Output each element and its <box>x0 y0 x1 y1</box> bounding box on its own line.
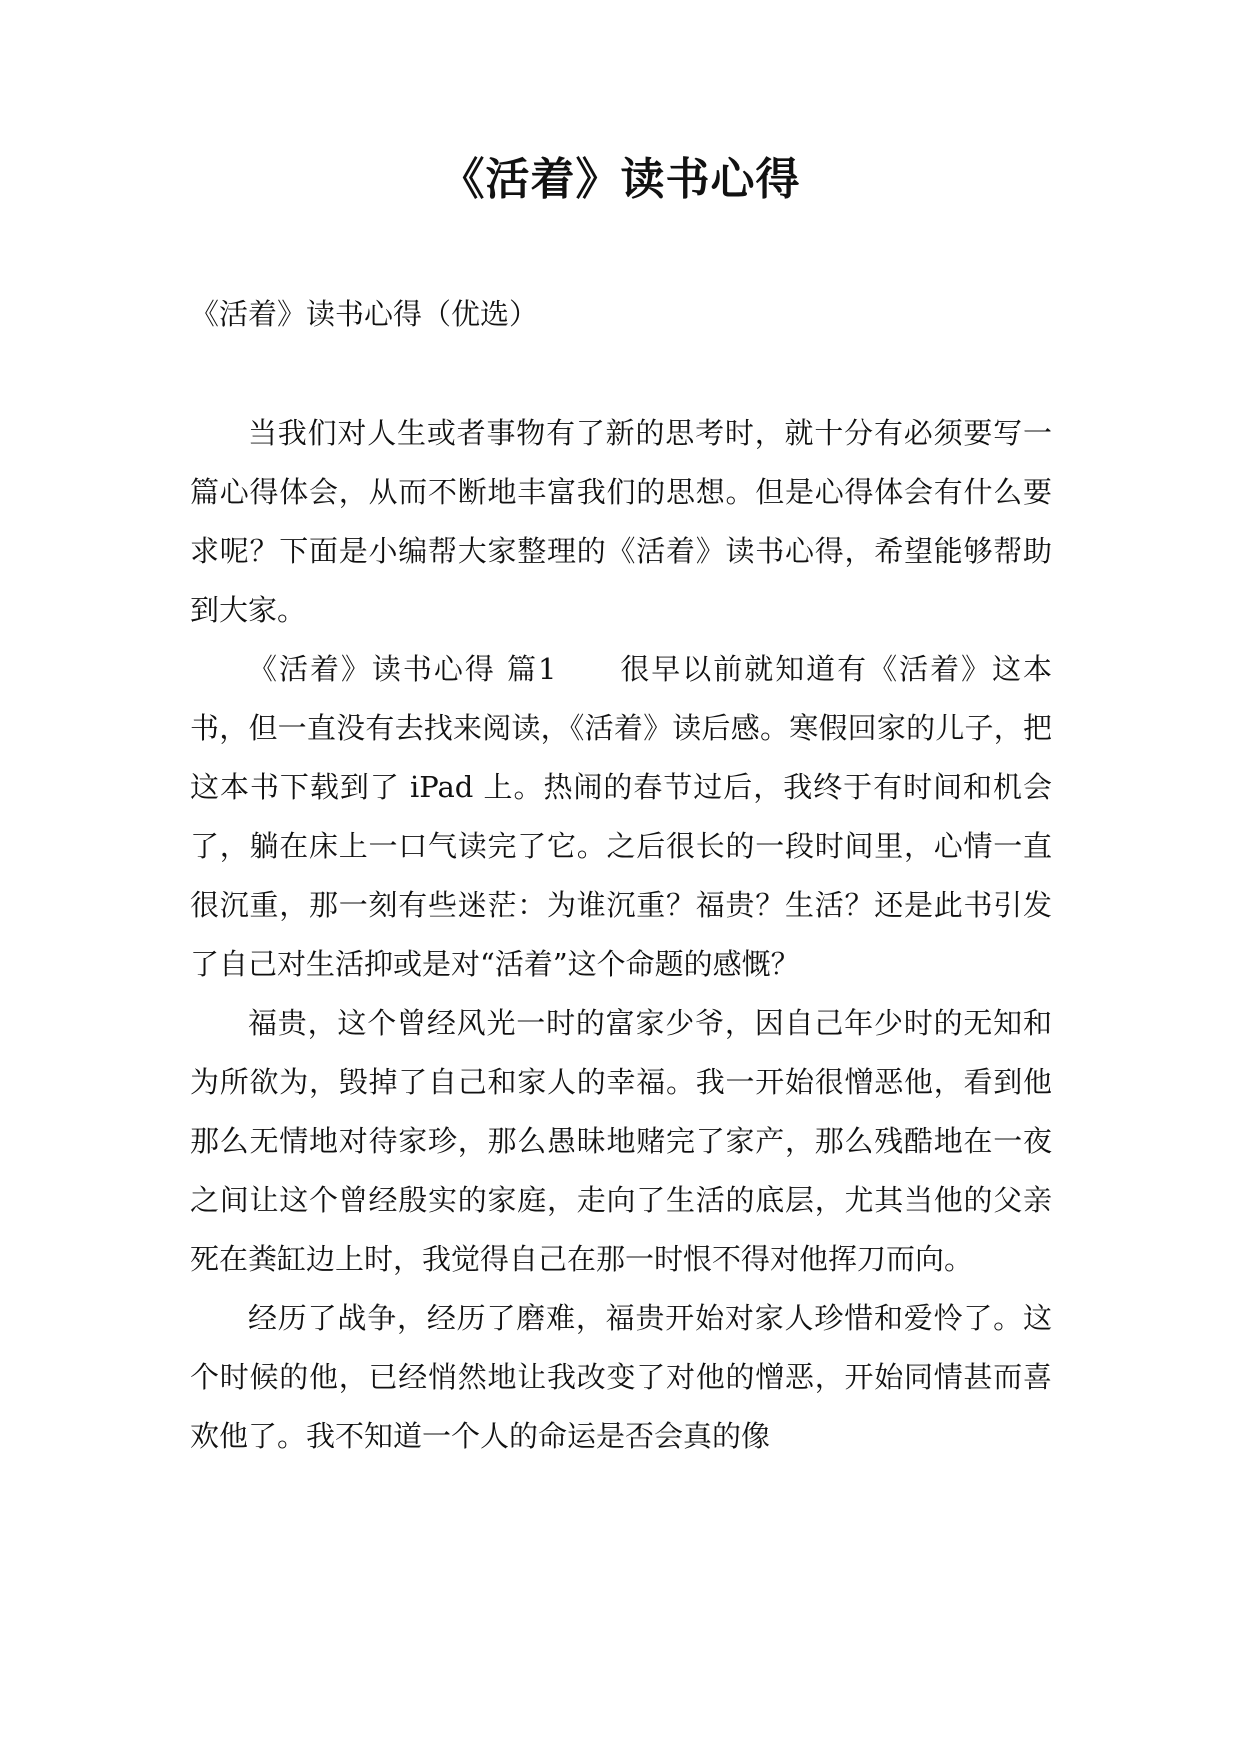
paragraph-fugui-change: 经历了战争，经历了磨难，福贵开始对家人珍惜和爱怜了。这个时候的他，已经悄然地让我改变了对他的憎恶，开始同情甚而喜欢他了。我不知道一个人的命运是否会真的像 <box>190 1301 1052 1453</box>
document-body <box>190 404 1052 1466</box>
paragraph-part1-opening: 《活着》读书心得 篇1 很早以前就知道有《活着》这本书，但一直没有去找来阅读，《活着》读后感。寒假回家的儿子，把这本书下载到了 iPad 上。热闹的春节过后，我终于有时间和机会了，躺在床上一口气读完了它。之后很长的一段时间里，心情一直很沉重，那一刻有些迷茫：为谁沉重？福贵？生活？还是此书引发了自己对生活抑或是对“活着”这个命题的感慨？ <box>190 652 1052 981</box>
paragraph-intro: 当我们对人生或者事物有了新的思考时，就十分有必须要写一篇心得体会，从而不断地丰富我们的思想。但是心得体会有什么要求呢？下面是小编帮大家整理的《活着》读书心得，希望能够帮助到大家。 <box>190 416 1052 627</box>
paragraph-fugui-youth: 福贵，这个曾经风光一时的富家少爷，因自己年少时的无知和为所欲为，毁掉了自己和家人的幸福。我一开始很憎恶他，看到他那么无情地对待家珍，那么愚昧地赌完了家产，那么残酷地在一夜之间让这个曾经殷实的家庭，走向了生活的底层，尤其当他的父亲死在粪缸边上时，我觉得自己在那一时恨不得对他挥刀而向。 <box>190 1006 1052 1276</box>
document-title: 《活着》读书心得 <box>440 154 801 205</box>
document-subtitle: 《活着》读书心得（优选） <box>190 297 539 331</box>
